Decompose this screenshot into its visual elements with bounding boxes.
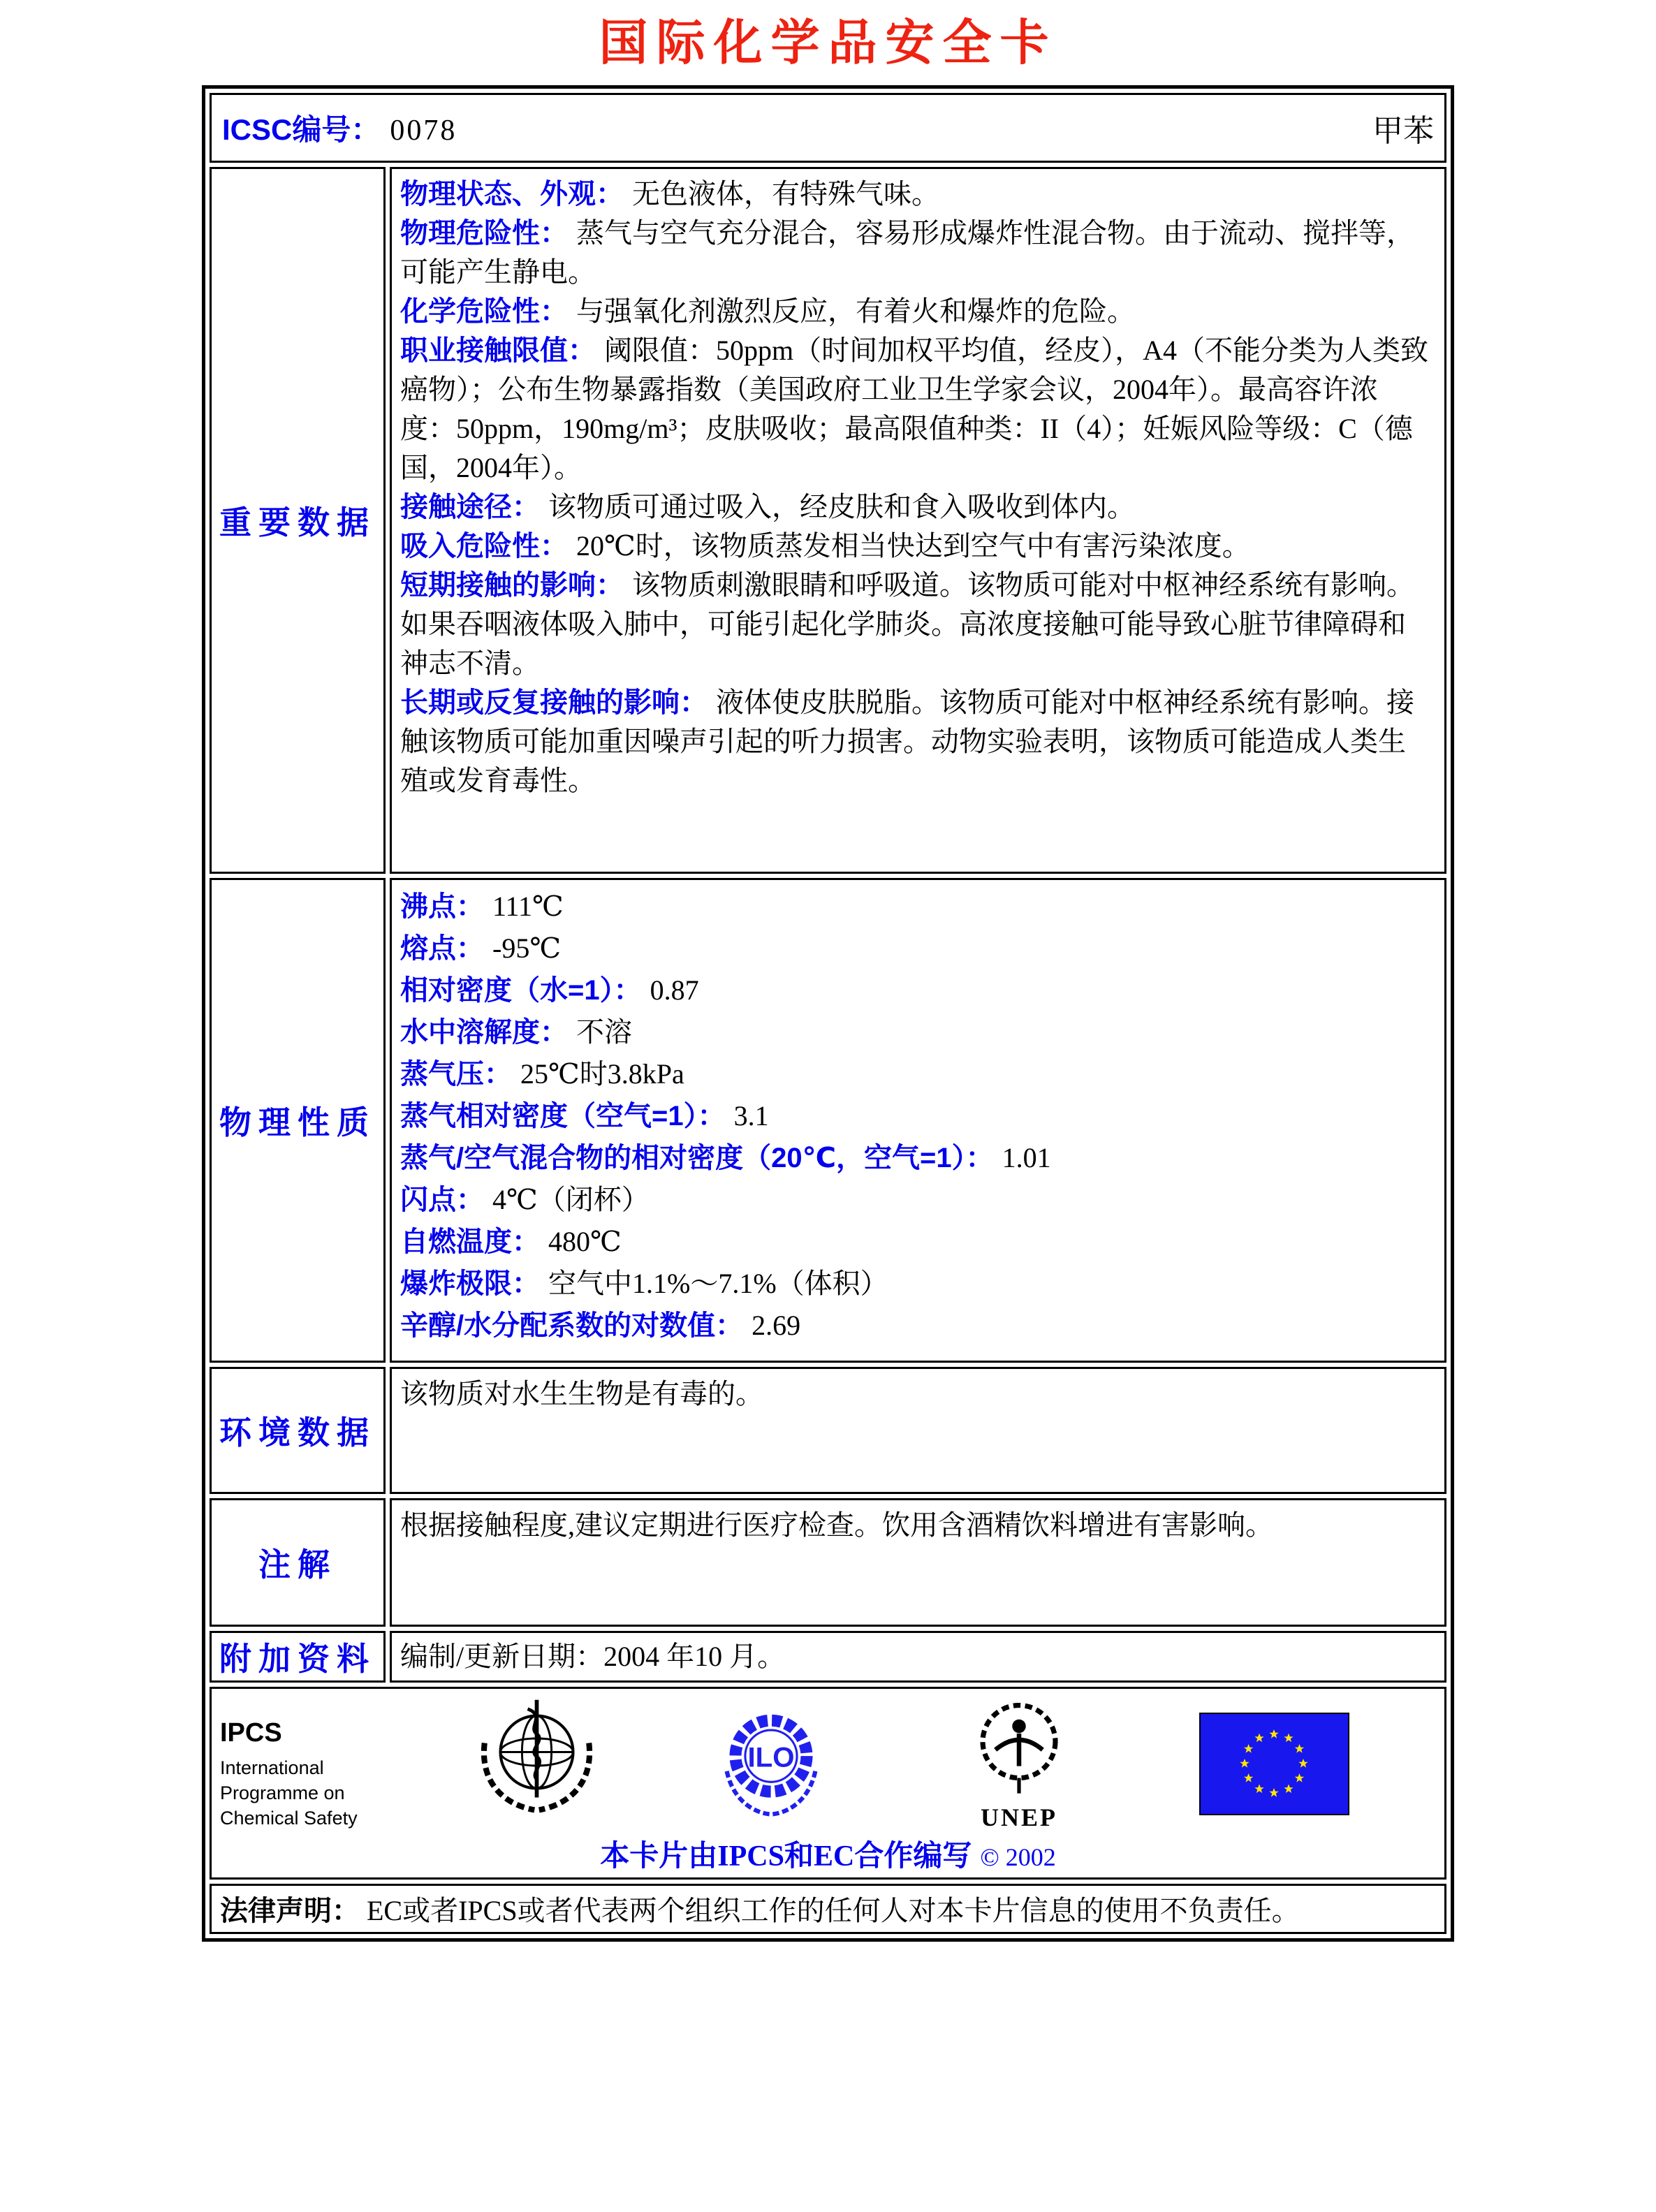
- property-label: 吸入危险性：: [400, 530, 568, 562]
- icsc-number-group: [222, 107, 457, 149]
- property-line: [400, 1137, 1433, 1179]
- legal-cell: [210, 1884, 1446, 1934]
- icsc-header-row: [210, 93, 1446, 163]
- property-line: [400, 292, 1433, 331]
- notes-content: 根据接触程度,建议定期进行医疗检查。饮用含酒精饮料增进有害影响。: [390, 1498, 1446, 1627]
- chemical-name: 甲苯: [1372, 113, 1434, 148]
- physical-properties-content: [390, 878, 1446, 1363]
- environmental-data-content: 该物质对水生生物是有毒的。: [390, 1367, 1446, 1494]
- property-value: 与强氧化剂激烈反应，有着火和爆炸的危险。: [576, 295, 1135, 327]
- property-line: [400, 1011, 1433, 1053]
- property-line: [400, 886, 1433, 928]
- property-value: 0.87: [650, 974, 699, 1006]
- property-line: [400, 214, 1433, 292]
- physical-properties-row: [210, 878, 1446, 1363]
- property-label: 职业接触限值：: [400, 335, 596, 366]
- property-line: [400, 1179, 1433, 1221]
- additional-info-content: [390, 1631, 1446, 1683]
- property-line: [400, 527, 1433, 566]
- icsc-number-value: 0078: [390, 114, 457, 147]
- property-label: 沸点：: [400, 891, 484, 922]
- section-label-physical-properties: 物理性质: [210, 878, 386, 1363]
- property-value: 4℃（闭杯）: [492, 1183, 650, 1215]
- copyright-text: © 2002: [980, 1843, 1056, 1871]
- property-line: [400, 1221, 1433, 1263]
- property-line: [400, 928, 1433, 969]
- property-label: 自燃温度：: [400, 1226, 540, 1257]
- section-label-additional-info: 附加资料: [210, 1631, 386, 1683]
- page-title: 国际化学品安全卡: [599, 17, 1057, 71]
- notes-row: [210, 1498, 1446, 1627]
- ilo-monogram: ILO: [747, 1741, 795, 1773]
- property-label: 物理状态、外观：: [400, 178, 624, 210]
- property-label: 长期或反复接触的影响：: [400, 687, 708, 718]
- update-date-value: 2004 年10 月。: [603, 1640, 786, 1672]
- property-line: [400, 1263, 1433, 1305]
- property-label: 熔点：: [400, 932, 484, 964]
- property-label: 蒸气相对密度（空气=1）：: [400, 1100, 726, 1131]
- property-label: 蒸气压：: [400, 1058, 512, 1090]
- safety-card-table: [202, 85, 1454, 1942]
- cooperation-text: 本卡片由IPCS和EC合作编写: [600, 1840, 972, 1873]
- property-line: [400, 1305, 1433, 1347]
- property-line: [400, 969, 1433, 1011]
- property-line: [400, 1053, 1433, 1095]
- property-line: [400, 683, 1433, 800]
- ipcs-subtitle-line1: International: [220, 1757, 324, 1778]
- cooperation-line: [212, 1833, 1444, 1875]
- who-emblem-icon: [469, 1693, 605, 1829]
- icsc-header-cell: [210, 93, 1446, 163]
- property-value: 3.1: [733, 1099, 769, 1131]
- property-value: 该物质可通过吸入，经皮肤和食入吸收到体内。: [548, 490, 1135, 522]
- ipcs-acronym: IPCS: [220, 1717, 282, 1748]
- environmental-data-row: [210, 1367, 1446, 1494]
- property-value: 25℃时3.8kPa: [520, 1057, 684, 1090]
- property-value: 该物质刺激眼睛和呼吸道。该物质可能对中枢神经系统有影响。如果吞咽液体吸入肺中，可能引起化学肺炎。高浓度接触可能导致心脏节律障碍和神志不清。: [400, 569, 1414, 679]
- property-value: 液体使皮肤脱脂。该物质可能对中枢神经系统有影响。接触该物质可能加重因噪声引起的听力损害。动物实验表明，该物质可能造成人类生殖或发育毒性。: [400, 686, 1414, 796]
- ipcs-text-block: [220, 1718, 358, 1831]
- icsc-number-label: ICSC编号：: [222, 112, 381, 146]
- property-value: 阈限值：50ppm（时间加权平均值，经皮），A4（不能分类为人类致癌物）；公布生物暴露指数（美国政府工业卫生学家会议，2004年）。最高容许浓度：50ppm，190mg/m³；皮肤吸收；最高限值种类：II（4）；妊娠风险等级：C（德国，2004年）。: [400, 334, 1428, 483]
- ipcs-subtitle-line2: Programme on: [220, 1782, 345, 1803]
- property-label: 辛醇/水分配系数的对数值：: [400, 1310, 744, 1341]
- section-label-environmental-data: 环境数据: [210, 1367, 386, 1494]
- property-line: [400, 175, 1433, 214]
- unep-emblem-icon: [965, 1692, 1074, 1803]
- property-value: 2.69: [752, 1309, 801, 1341]
- property-value: -95℃: [492, 932, 562, 964]
- unep-logo-block: [963, 1692, 1075, 1832]
- icsc-header-inner: [212, 105, 1444, 150]
- property-line: [400, 488, 1433, 527]
- property-label: 相对密度（水=1）：: [400, 974, 642, 1006]
- unep-wordmark: UNEP: [981, 1803, 1057, 1831]
- property-label: 短期接触的影响：: [400, 569, 624, 601]
- property-label: 爆炸极限：: [400, 1268, 540, 1299]
- property-label: 物理危险性：: [400, 217, 568, 249]
- section-label-important-data: 重要数据: [210, 167, 386, 874]
- property-label: 接触途径：: [400, 491, 540, 522]
- logos-cell: [210, 1687, 1446, 1880]
- property-value: 蒸气与空气充分混合，容易形成爆炸性混合物。由于流动、搅拌等，可能产生静电。: [400, 217, 1414, 288]
- property-label: 化学危险性：: [400, 295, 568, 327]
- additional-info-row: [210, 1631, 1446, 1683]
- property-value: 20℃时，该物质蒸发相当快达到空气中有害污染浓度。: [576, 529, 1250, 562]
- property-line: [400, 331, 1433, 488]
- legal-notice-label: 法律声明：: [220, 1896, 360, 1926]
- update-date-label: 编制/更新日期：: [400, 1640, 604, 1672]
- section-label-notes: 注解: [210, 1498, 386, 1627]
- important-data-content: [390, 167, 1446, 874]
- logos-row: [210, 1687, 1446, 1880]
- legal-row: [210, 1884, 1446, 1934]
- property-value: 111℃: [492, 890, 564, 922]
- property-value: 480℃: [548, 1225, 622, 1257]
- property-value: 1.01: [1002, 1141, 1051, 1173]
- property-value: 空气中1.1%～7.1%（体积）: [548, 1267, 888, 1299]
- legal-notice-text: EC或者IPCS或者代表两个组织工作的任何人对本卡片信息的使用不负责任。: [367, 1895, 1300, 1926]
- property-line: [400, 566, 1433, 683]
- eu-flag-icon: [1199, 1713, 1349, 1815]
- ipcs-subtitle-line3: Chemical Safety: [220, 1807, 358, 1829]
- property-value: 不溶: [576, 1016, 632, 1048]
- property-line: [400, 1095, 1433, 1137]
- property-label: 闪点：: [400, 1184, 484, 1215]
- property-value: 无色液体，有特殊气味。: [632, 177, 939, 210]
- ilo-emblem-icon: [712, 1704, 830, 1823]
- important-data-row: [210, 167, 1446, 874]
- property-label: 水中溶解度：: [400, 1016, 568, 1048]
- property-label: 蒸气/空气混合物的相对密度（20℃，空气=1）：: [400, 1142, 994, 1173]
